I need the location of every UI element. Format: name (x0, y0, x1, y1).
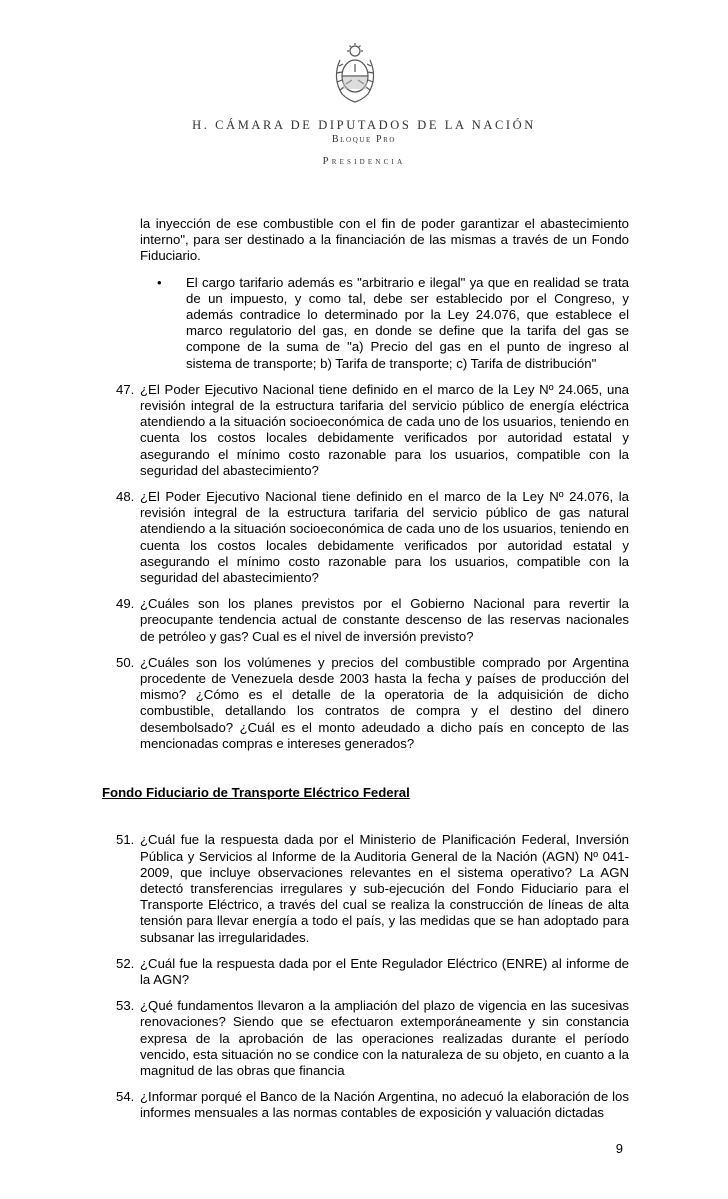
question-number: 52. (116, 955, 135, 971)
question-text: ¿Cuáles son los planes previstos por el Gobierno Nacional para revertir la preocupante tendencia actual de constante descenso de las reservas nacionales de petróleo y gas? Cual es el nivel de inversión previsto? (140, 596, 629, 644)
question-number: 50. (116, 654, 135, 670)
question-52 (116, 955, 629, 988)
question-text: ¿Cuáles son los volúmenes y precios del combustible comprado por Argentina procedente de Venezuela desde 2003 hasta la fecha y países de producción del mismo? ¿Cómo es el detalle de la operatoria de la adquisición de dicho combustible, detallando los contratos de compra y el destino del dinero desembolsado? ¿Cuál es el monto adeudado a dicho país en concepto de las mencionadas compras e intereses generados? (140, 654, 629, 751)
question-number: 47. (116, 381, 135, 397)
bullet-dot-icon: • (157, 274, 162, 290)
question-number: 48. (116, 489, 135, 505)
question-51 (116, 832, 629, 945)
question-text: ¿Qué fundamentos llevaron a la ampliación del plazo de vigencia en las sucesivas renovaciones? Siendo que se efectuaron extemporáneamente y sin constancia expresa de la aprobación de las operaciones realizadas durante el período vencido, esta situación no se condice con la naturaleza de su objeto, en cuanto a la magnitud de las obras que financia (140, 998, 629, 1078)
section-title: Fondo Fiduciario de Transporte Eléctrico Federal (102, 785, 410, 801)
question-number: 51. (116, 832, 135, 848)
question-47 (116, 381, 630, 479)
header-bloc: Bloque Pro (331, 134, 397, 145)
question-text: ¿El Poder Ejecutivo Nacional tiene definido en el marco de la Ley Nº 24.065, una revisión integral de la estructura tarifaria del servicio público de energía eléctrica atendiendo a la situación socioeconómica de cada uno de los usuarios, teniendo en cuenta los costos locales debidamente verificados por autoridad estatal y asegurando el mínimo costo razonable para los usuarios, compatible con la seguridad del abastecimiento? (140, 381, 630, 478)
page-number: 9 (615, 1141, 623, 1156)
coat-of-arms-icon (330, 42, 380, 104)
bullet-text: El cargo tarifario además es "arbitrario e ilegal" ya que en realidad se trata de un impuesto, y como tal, debe ser establecido por el Congreso, y además contradice lo determinado por la Ley 24.076, que establece el marco regulatorio del gas, en donde se define que la tarifa del gas se compone de la suma de "a) Precio del gas en el punto de ingreso al sistema de transporte; b) Tarifa de transporte; c) Tarifa de distribución" (186, 274, 629, 371)
question-text: ¿El Poder Ejecutivo Nacional tiene definido en el marco de la Ley Nº 24.076, la revisión integral de la estructura tarifaria del servicio público de gas natural atendiendo a la situación socioeconómica de cada uno de los usuarios, teniendo en cuenta los costos locales debidamente verificados por autoridad estatal y asegurando el mínimo costo razonable para los usuarios, compatible con la seguridad del abastecimiento? (140, 489, 630, 586)
question-text: ¿Informar porqué el Banco de la Nación Argentina, no adecuó la elaboración de los informes mensuales a las normas contables de exposición y valuación dictadas (140, 1089, 629, 1121)
header-presidency: Presidencia (322, 156, 406, 167)
document-body (102, 216, 629, 1122)
question-50 (116, 654, 629, 752)
question-number: 54. (116, 1089, 135, 1105)
question-text: ¿Cuál fue la respuesta dada por el Ente Regulador Eléctrico (ENRE) al informe de la AGN? (140, 955, 629, 987)
question-number: 49. (116, 596, 135, 612)
header-chamber: H. CÁMARA DE DIPUTADOS DE LA NACIÓN (192, 118, 536, 132)
question-48 (116, 489, 630, 586)
question-text: ¿Cuál fue la respuesta dada por el Ministerio de Planificación Federal, Inversión Pública y Servicios al Informe de la Auditoria General de la Nación (AGN) Nº 041-2009, que incluye observaciones relevantes en el sistema operativo? La AGN detectó transferencias irregulares y sub-ejecución del Fondo Fiduciario para el Transporte Eléctrico, a través del cual se realiza la construcción de líneas de alta tensión para llevar energía a todo el país, y las medidas que se han adoptado para subsanar las irregularidades. (140, 832, 629, 945)
question-54 (116, 1089, 629, 1121)
bullet-item (157, 274, 629, 372)
intro-paragraph: la inyección de ese combustible con el fin de poder garantizar el abastecimiento interno", para ser destinado a la financiación de las mismas a través de un Fondo Fiduciario. (140, 216, 629, 264)
question-53 (116, 998, 629, 1079)
question-49 (116, 596, 629, 645)
question-number: 53. (116, 998, 135, 1014)
